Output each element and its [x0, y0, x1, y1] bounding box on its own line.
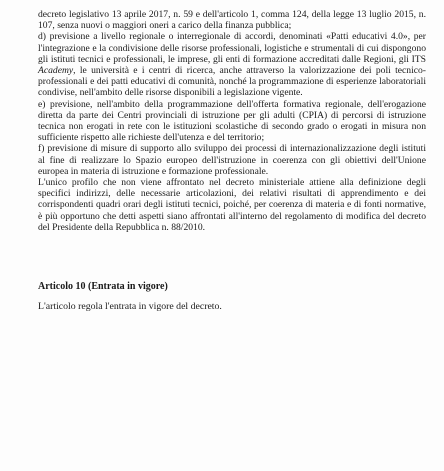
paragraph-continuation: decreto legislativo 13 aprile 2017, n. 59 e dell'articolo 1, comma 124, della legge 13 luglio 2015, n. 107, senza nuovi o maggiori oneri a carico della finanza pubblica; [38, 9, 426, 32]
paragraph-note: L'unico profilo che non viene affrontato nel decreto ministeriale attiene alla definizione degli specifici indirizzi, delle necessarie articolazioni, dei relativi risultati di apprendimento e dei corrispondenti quadri orari degli istituti tecnici, poiché, per coerenza di materia e di fonti normative, è più opportuno che detti aspetti siano affrontati all'interno del regolamento di modifica del decreto del Presidente della Repubblica n. 88/2010. [38, 177, 426, 233]
paragraph-item-f: f) previsione di misure di supporto allo sviluppo dei processi di internazionalizzazione degli istituti al fine di realizzare lo Spazio europeo dell'istruzione in coerenza con gli obiettivi dell'Unione europea in materia di istruzione e formazione professionale. [38, 143, 426, 177]
academy-italic: Academy [38, 65, 74, 77]
article-heading: Articolo 10 (Entrata in vigore) [38, 281, 168, 292]
paragraph-item-e: e) previsione, nell'ambito della programmazione dell'offerta formativa regionale, dell'erogazione diretta da parte dei Centri provinciali di istruzione per gli adulti (CPIA) di percorsi di istruzione tecnica non erogati in rete con le istituzioni scolastiche di secondo grado o erogati in misura non sufficiente rispetto alle richieste dell'utenza e del territorio; [38, 98, 426, 144]
paragraph-item-d: d) previsione a livello regionale o interregionale di accordi, denominati «Patti educativi 4.0», per l'integrazione e la condivisione delle risorse professionali, logistiche e strumentali di cui dispongono gli istituti tecnici e professionali, le imprese, gli enti di formazione accreditati dalle Regioni, gli ITS Academy, le università e i centri di ricerca, anche attraverso la valorizzazione dei poli tecnico-professionali e dei patti educativi di comunità, nonché la programmazione di esperienze laboratoriali condivise, nell'ambito delle risorse disponibili a legislazione vigente. [38, 31, 426, 99]
article-text: L'articolo regola l'entrata in vigore del decreto. [38, 301, 222, 312]
document-body [38, 9, 426, 233]
